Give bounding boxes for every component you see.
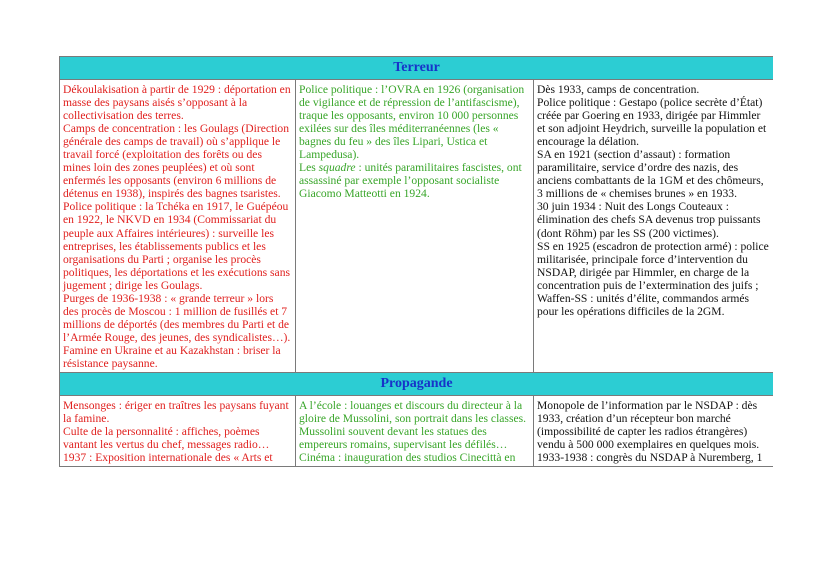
cell-terreur-col2 [296,80,534,373]
paragraph: Famine en Ukraine et au Kazakhstan : briser la résistance paysanne. [63,343,281,370]
paragraph: Dékoulakisation à partir de 1929 : déportation en masse des paysans aisés s’opposant à la collectivisation des terres. [63,83,291,123]
cell-propagande-col2 [296,396,534,467]
table-row [60,80,774,373]
document-page [59,56,773,516]
paragraph: Police politique : la Tchéka en 1917, le Guépéou en 1922, le NKVD en 1934 (Commissariat du peuple aux Affaires intérieures) : surveille les entreprises, les établissements publics et les organisations du Parti ; organise les procès politiques, les déportations et les exécutions sans jugement ; dirige les Goulags. [63,200,291,292]
section-title-propagande: Propagande [60,373,774,396]
paragraph: Mensonges : ériger en traîtres les paysans fuyant la famine. [63,399,289,426]
paragraph: Cinéma : inauguration des studios Cinecittà en [299,451,516,465]
paragraph: 1933-1938 : congrès du NSDAP à Nuremberg, 1 [537,451,763,465]
cell-propagande-col3 [534,396,774,467]
paragraph-text: Les squadre : unités paramilitaires fascistes, ont assassiné par exemple l’opposant socialiste Giacomo Matteotti en 1924. [299,161,522,201]
paragraph: Purges de 1936-1938 : « grande terreur » lors des procès de Moscou : 1 million de fusillés et 7 millions de déportés (des membres du Parti et de l’Armée Rouge, des jeunes, des syndicalistes…). [63,291,291,344]
paragraph: SS en 1925 (escadron de protection armé) : police militarisée, principale force d’intervention du NSDAP, dirigée par Himmler, en charge de la concentration puis de l’extermination des juifs ; [537,239,769,292]
section-header-row [60,373,774,396]
cell-propagande-col1 [60,396,296,467]
section-header-row [60,57,774,80]
cell-terreur-col3 [534,80,774,373]
table-row [60,396,774,467]
paragraph: Police politique : l’OVRA en 1926 (organisation de vigilance et de répression de l’antifascisme), traque les opposants, environ 10 000 personnes exilées sur des îles méditerranéennes (les « bagnes du feu » des îles Lipari, Ustica et Lampedusa). [299,83,525,162]
paragraph: Culte de la personnalité : affiches, poèmes vantant les vertus du chef, messages radio… [63,425,270,452]
paragraph: 30 juin 1934 : Nuit des Longs Couteaux : élimination des chefs SA devenus trop puissants (dont Röhm) par les SS (200 victimes). [537,200,761,240]
paragraph: Dès 1933, camps de concentration. [537,83,700,96]
paragraph: Police politique : Gestapo (police secrète d’État) créée par Goering en 1933, dirigée par Himmler et son adjoint Heydrich, surveille la population et encourage la délation. [537,96,767,149]
comparison-table [59,56,773,467]
paragraph: SA en 1921 (section d’assaut) : formation paramilitaire, service d’ordre des nazis, des anciens combattants de la 1GM et des chômeurs, 3 millions de « chemises brunes » en 1933. [537,148,764,201]
cell-terreur-col1 [60,80,296,373]
italic-term: squadre [318,161,356,175]
paragraph: Waffen-SS : unités d’élite, commandos armés pour les opérations difficiles de la 2GM. [537,291,749,318]
paragraph: Camps de concentration : les Goulags (Direction générale des camps de travail) où s’applique le travail forcé (exploitation des forêts ou des mines loin des zones peuplées) et où sont enfermés les opposants (environ 6 millions de détenus en 1938), inspirés des bagnes tsaristes. [63,122,290,201]
paragraph: Monopole de l’information par le NSDAP : dès 1933, création d’un récepteur bon marché (impossibilité de capter les radios étrangères) vendu à 500 000 exemplaires en quelques mois. [537,399,760,452]
paragraph: A l’école : louanges et discours du directeur à la gloire de Mussolini, son portrait dans les classes. Mussolini souvent devant les statues des empereurs romains, supervisant les défilés… [299,399,527,452]
section-title-terreur: Terreur [60,57,774,80]
paragraph [299,161,529,200]
paragraph: 1937 : Exposition internationale des « Arts et [63,451,273,465]
